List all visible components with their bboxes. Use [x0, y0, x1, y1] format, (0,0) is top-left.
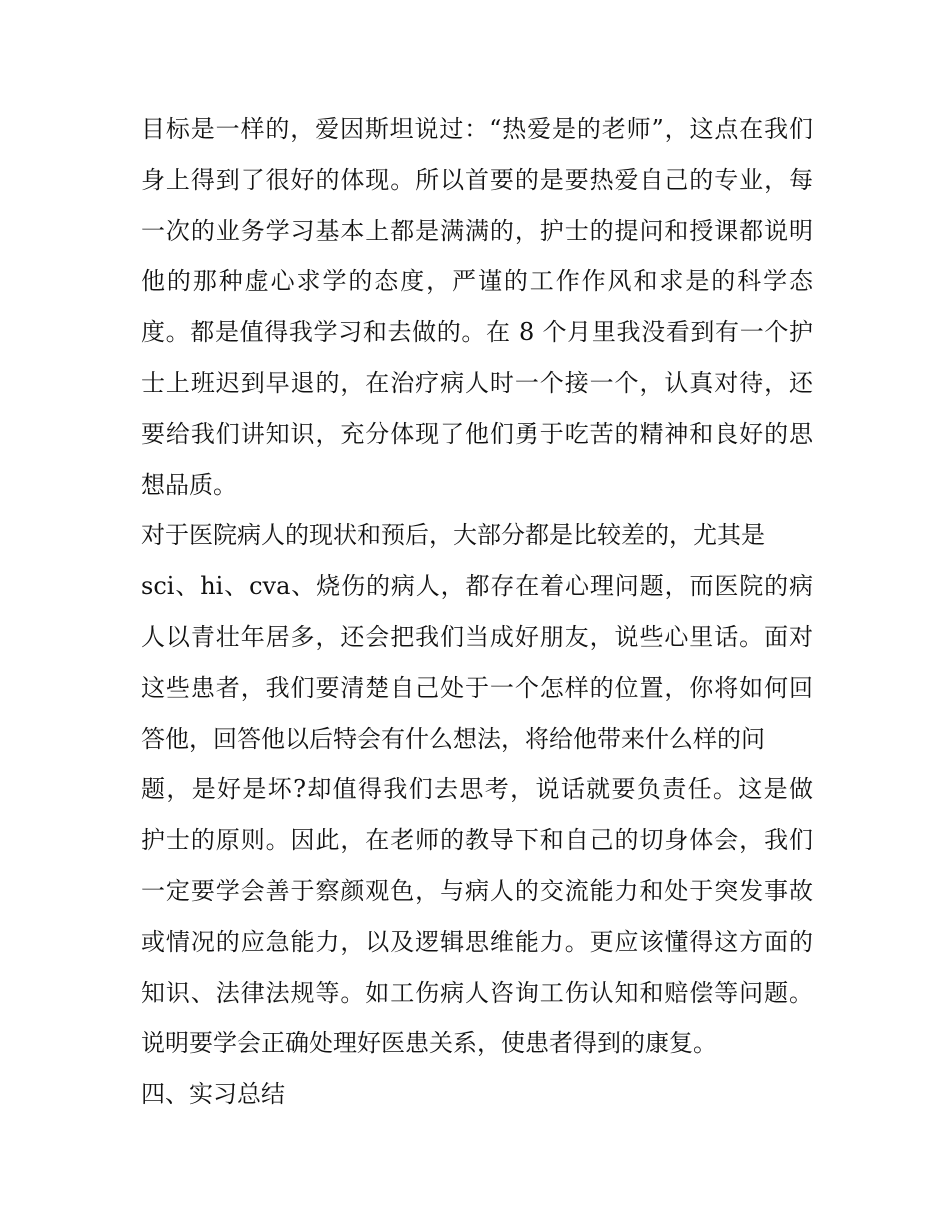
text-line-16: 一定要学会善于察颜观色，与病人的交流能力和处于突发事故: [141, 876, 813, 905]
text-line-2: 身上得到了很好的体现。所以首要的是要热爱自己的专业，每: [141, 165, 813, 194]
document-body: [141, 104, 813, 1120]
text-line-1: 目标是一样的，爱因斯坦说过：“热爱是的老师”，这点在我们: [141, 115, 813, 143]
text-line-19: 说明要学会正确处理好医患关系，使患者得到的康复。: [141, 1029, 717, 1058]
text-line-4: 他的那种虚心求学的态度，严谨的工作作风和求是的科学态: [141, 267, 813, 296]
text-line-17: 或情况的应急能力，以及逻辑思维能力。更应该懂得这方面的: [141, 927, 813, 956]
text-line-3: 一次的业务学习基本上都是满满的，护士的提问和授课都说明: [141, 216, 813, 245]
text-line-9: 对于医院病人的现状和预后，大部分都是比较差的，尤其是: [141, 521, 765, 550]
text-line-7: 要给我们讲知识，充分体现了他们勇于吃苦的精神和良好的思: [141, 419, 813, 448]
text-line-12: 这些患者，我们要清楚自己处于一个怎样的位置，你将如何回: [141, 673, 813, 702]
text-line-11: 人以青壮年居多，还会把我们当成好朋友，说些心里话。面对: [141, 622, 813, 651]
text-line-18: 知识、法律法规等。如工伤病人咨询工伤认知和赔偿等问题。: [141, 978, 813, 1007]
text-line-10: sci、hi、cva、烧伤的病人，都存在着心理问题，而医院的病: [141, 572, 813, 601]
section-heading: 四、实习总结: [141, 1080, 285, 1109]
text-line-6: 士上班迟到早退的，在治疗病人时一个接一个，认真对待，还: [141, 368, 813, 397]
text-line-14: 题，是好是坏?却值得我们去思考，说话就要负责任。这是做: [141, 775, 813, 804]
text-line-5: 度。都是值得我学习和去做的。在 8 个月里我没看到有一个护: [141, 318, 813, 347]
text-line-15: 护士的原则。因此，在老师的教导下和自己的切身体会，我们: [141, 826, 813, 855]
text-line-8: 想品质。: [141, 470, 237, 499]
text-line-13: 答他，回答他以后特会有什么想法，将给他带来什么样的问: [141, 724, 765, 753]
